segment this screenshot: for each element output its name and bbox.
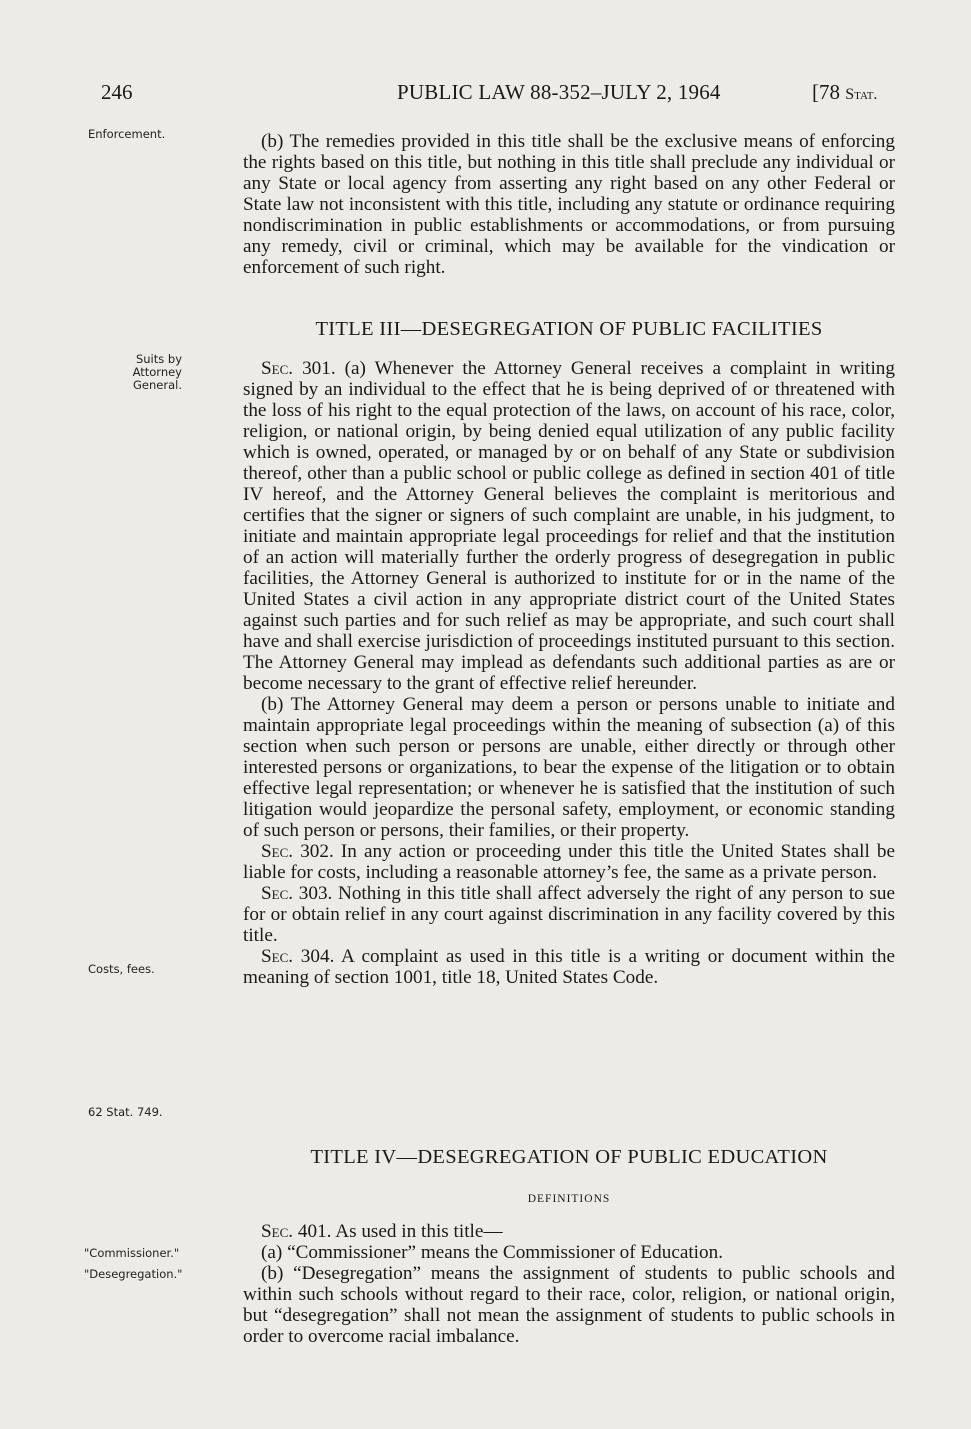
margin-note-costs: Costs, fees.: [88, 962, 155, 976]
section-301b: (b) The Attorney General may deem a person or persons unable to initiate and maintain appropriate legal proceedings within the meaning of subsection (a) of this section when such person or persons are unable, either directly or through other interested persons or organizations, to bear the expense of the litigation or to obtain effective legal representation; or whenever he is satisfied that the institution of such litigation would jeopardize the personal safety, employment, or economic standing of such person or persons, their families, or their property.: [243, 694, 895, 841]
paragraph-text: (b) The remedies provided in this title shall be the exclusive means of enforcing the rights based on this title, but nothing in this title shall preclude any individual or any State or local agency from asserting any right based on any other Federal or State law not inconsistent with this title, including any statute or ordinance requiring nondiscrimination in public establishments or accommodations, or from pursuing any remedy, civil or criminal, which may be available for the vindication or enforcement of such right.: [243, 131, 895, 278]
margin-note-suits: Suits by Attorney General.: [132, 352, 182, 392]
title-iv-heading-block: [243, 1147, 895, 1168]
section-302: Sec. 302. In any action or proceeding under this title the United States shall be liable for costs, including a reasonable attorney’s fee, the same as a private person.: [243, 841, 895, 883]
margin-note-commissioner: "Commissioner.": [84, 1246, 180, 1260]
margin-note-stat: 62 Stat. 749.: [88, 1105, 163, 1119]
running-title: PUBLIC LAW 88-352–JULY 2, 1964: [397, 80, 721, 104]
statute-reference: [78 Stat.: [812, 80, 878, 104]
section-401a: (a) “Commissioner” means the Commissioner of Education.: [261, 1242, 723, 1263]
section-401: Sec. 401. As used in this title—: [261, 1221, 503, 1242]
title-iii-heading: TITLE III—DESEGREGATION OF PUBLIC FACILITIES: [315, 318, 823, 340]
title-iv-heading: TITLE IV—DESEGREGATION OF PUBLIC EDUCATION: [310, 1146, 828, 1168]
definitions-heading: DEFINITIONS: [527, 1193, 611, 1205]
paragraph-enforcement-b: [243, 131, 895, 278]
section-401b: (b) “Desegregation” means the assignment of students to public schools and within such schools without regard to their race, color, religion, or national origin, but “desegregation” shall not mean the assignment of students to public schools in order to overcome racial imbalance.: [243, 1263, 895, 1347]
margin-note-desegregation: "Desegregation.": [84, 1267, 183, 1281]
title-iii-heading-block: [243, 319, 895, 340]
section-301-block: [243, 358, 895, 988]
margin-note-enforcement: Enforcement.: [88, 127, 166, 141]
page-number: 246: [101, 80, 133, 104]
definitions-heading-block: [243, 1189, 895, 1210]
section-304: Sec. 304. A complaint as used in this title is a writing or document within the meaning of section 1001, title 18, United States Code.: [243, 946, 895, 988]
section-301a: Sec. 301. (a) Whenever the Attorney General receives a complaint in writing signed by an individual to the effect that he is being deprived of or threatened with the loss of his right to the equal protection of the laws, on account of his race, color, religion, or national origin, by being denied equal utilization of any public facility which is owned, operated, or managed by or on behalf of any State or subdivision thereof, other than a public school or public college as defined in section 401 of title IV hereof, and the Attorney General believes the complaint is meritorious and certifies that the signer or signers of such complaint are unable, in his judgment, to initiate and maintain appropriate legal proceedings for relief and that the institution of an action will materially further the orderly progress of desegregation in public facilities, the Attorney General is authorized to institute for or in the name of the United States a civil action in any appropriate district court of the United States against such parties and for such relief as may be appropriate, and such court shall have and shall exercise jurisdiction of proceedings instituted pursuant to this section. The Attorney General may implead as defendants such additional parties as are or become necessary to the grant of effective relief hereunder.: [243, 358, 895, 694]
section-303: Sec. 303. Nothing in this title shall affect adversely the right of any person to sue for or obtain relief in any court against discrimination in any facility covered by this title.: [243, 883, 895, 946]
page-header: [0, 80, 971, 110]
section-401-block: [243, 1221, 895, 1347]
